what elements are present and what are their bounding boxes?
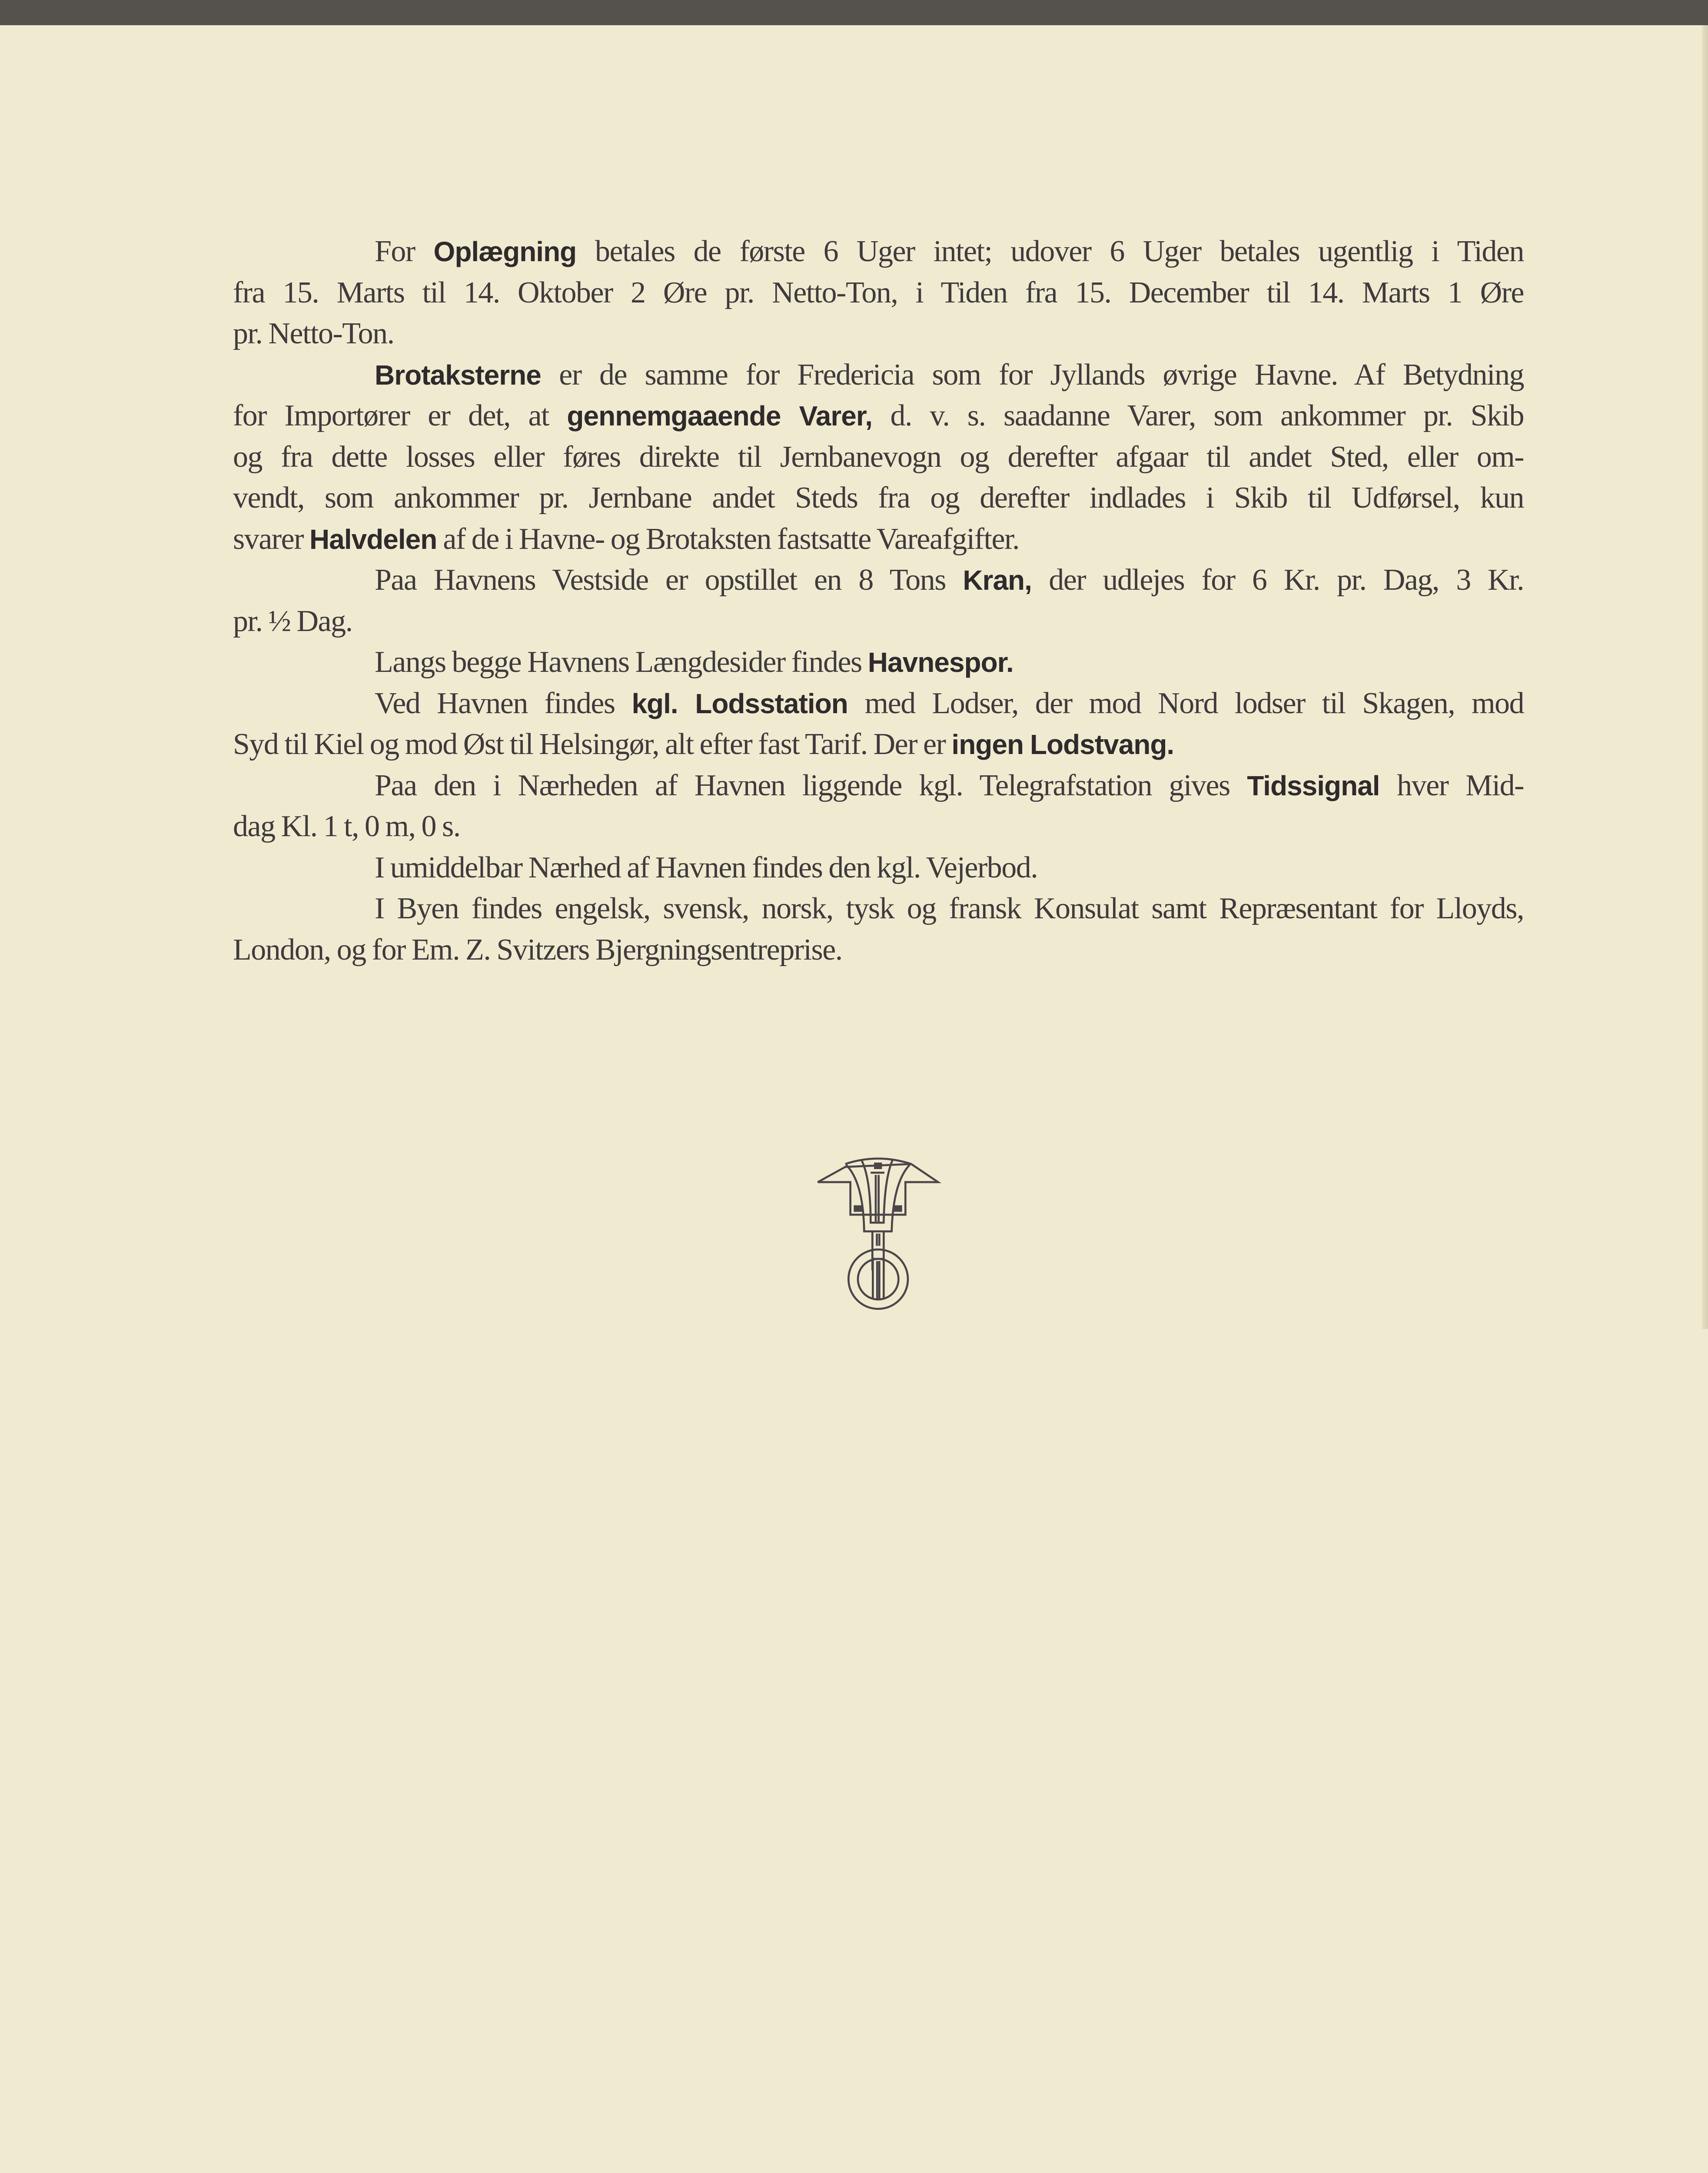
text-line	[233, 930, 1524, 971]
text-run: Langs begge Havnens Længdesider findes	[375, 645, 868, 679]
bold-term: Havnespor.	[867, 647, 1014, 678]
text-line	[233, 806, 1524, 847]
text-run: I Byen findes engelsk, svensk, norsk, tysk og fransk Konsulat samt Repræsentant for Lloyds,	[375, 892, 1524, 925]
text-run: d. v. s. saadanne Varer, som ankommer pr. Skib	[872, 399, 1524, 432]
text-run: der udlejes for 6 Kr. pr. Dag, 3 Kr.	[1031, 563, 1524, 597]
text-line	[233, 724, 1524, 765]
text-line	[233, 437, 1524, 478]
bold-term: kgl. Lodsstation	[631, 688, 848, 719]
scan-right-edge	[1702, 25, 1708, 1329]
text-line	[233, 847, 1524, 889]
bold-term: Oplægning	[433, 236, 577, 267]
text-line	[233, 683, 1524, 724]
text-line	[233, 519, 1524, 560]
text-line	[233, 355, 1524, 396]
bold-term: Brotaksterne	[375, 359, 541, 391]
text-run: Paa den i Nærheden af Havnen liggende kgl. Telegrafstation gives	[375, 768, 1247, 802]
text-line	[233, 765, 1524, 807]
ornament-icon	[782, 1130, 956, 1347]
text-run: I umiddelbar Nærhed af Havnen findes den kgl. Vejerbod.	[375, 851, 1038, 884]
text-line	[233, 395, 1524, 437]
text-line	[233, 601, 1524, 642]
bold-term: Halvdelen	[309, 523, 437, 555]
text-line	[233, 231, 1524, 272]
text-run: med Lodser, der mod Nord lodser til Skagen, mod	[847, 686, 1524, 720]
text-run: fra 15. Marts til 14. Oktober 2 Øre pr. Netto-Ton, i Tiden fra 15. December til 14. Marts 1 Øre	[233, 276, 1524, 309]
text-run: betales de første 6 Uger intet; udover 6 Uger betales ugentlig i Tiden	[576, 235, 1524, 268]
bold-term: Tidssignal	[1247, 770, 1380, 801]
body-text	[233, 231, 1524, 970]
text-line	[233, 888, 1524, 930]
text-run: svarer	[233, 522, 310, 556]
text-line	[233, 560, 1524, 601]
text-run: For	[375, 235, 434, 268]
text-run: pr. Netto-Ton.	[233, 317, 394, 350]
scan-top-border	[0, 0, 1708, 25]
text-run: og fra dette losses eller føres direkte til Jernbanevogn og derefter afgaar til andet Sted, eller om-	[233, 440, 1524, 474]
text-run: pr. ½ Dag.	[233, 604, 352, 638]
text-line	[233, 478, 1524, 519]
bold-term: ingen Lodstvang.	[951, 729, 1174, 760]
text-run: for Importører er det, at	[233, 399, 567, 432]
text-run: London, og for Em. Z. Svitzers Bjergningsentreprise.	[233, 933, 842, 967]
text-run: af de i Havne- og Brotaksten fastsatte Vareafgifter.	[437, 522, 1019, 556]
text-line	[233, 313, 1524, 355]
text-run: Syd til Kiel og mod Øst til Helsingør, alt efter fast Tarif. Der er	[233, 728, 952, 761]
bold-term: Kran,	[963, 565, 1032, 596]
bold-term: gennemgaaende Varer,	[567, 400, 873, 432]
text-run: Paa Havnens Vestside er opstillet en 8 Tons	[375, 563, 963, 597]
text-run: hver Mid-	[1379, 768, 1524, 802]
text-line	[233, 642, 1524, 683]
text-run: Ved Havnen findes	[375, 686, 632, 720]
text-run: vendt, som ankommer pr. Jernbane andet Steds fra og derefter indlades i Skib til Udførsel, kun	[233, 481, 1524, 515]
text-run: dag Kl. 1 t, 0 m, 0 s.	[233, 810, 460, 843]
text-run: er de samme for Fredericia som for Jyllands øvrige Havne. Af Betydning	[541, 358, 1524, 392]
text-line	[233, 272, 1524, 314]
